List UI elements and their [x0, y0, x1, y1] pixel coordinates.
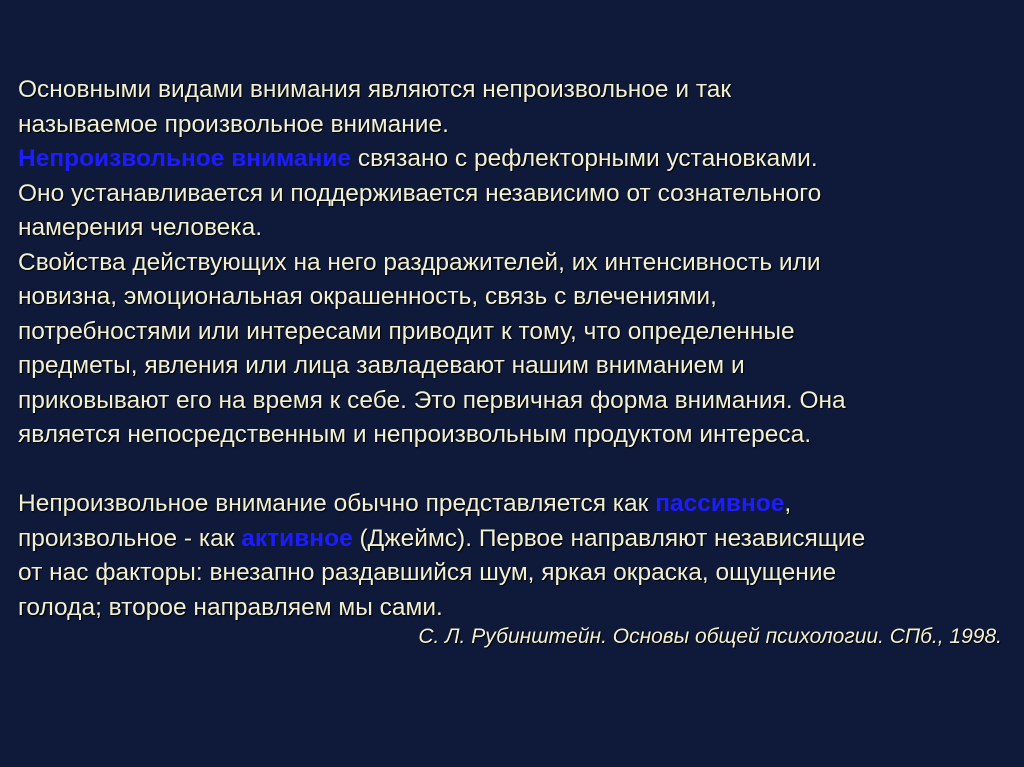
paragraph-spacer [18, 453, 1013, 488]
text-fragment: произвольное - как [18, 524, 242, 552]
text-line: от нас факторы: внезапно раздавшийся шум, яркая окраска, ощущение [18, 559, 837, 586]
text-line [18, 487, 1013, 522]
text-line: намерения человека. [18, 214, 262, 241]
text-fragment: (Джеймс). Первое направляют независящие [352, 524, 866, 552]
text-line: приковывают его на время к себе. Это первичная форма внимания. Она [18, 386, 846, 414]
text-line: Оно устанавливается и поддерживается независимо от сознательного [18, 179, 822, 207]
text-line: является непосредственным и непроизвольным продуктом интереса. [18, 421, 812, 448]
paragraph-passive-active [18, 487, 1013, 625]
text-line: голода; второе направляем мы сами. [18, 593, 443, 621]
paragraph-involuntary-attention [18, 142, 1013, 246]
text-line: называемое произвольное внимание. [18, 110, 449, 138]
highlighted-term: активное [241, 524, 353, 552]
text-line [18, 522, 1013, 557]
highlighted-term: Непроизвольное внимание [18, 145, 352, 172]
paragraph-stimulus-properties [18, 246, 1013, 453]
highlighted-term: пассивное [655, 490, 785, 517]
paragraph-types-of-attention [18, 73, 1013, 142]
text-fragment: , [784, 490, 792, 517]
citation: С. Л. Рубинштейн. Основы общей психологии. СПб., 1998. [418, 625, 1002, 648]
text-line: Свойства действующих на него раздражителей, их интенсивность или [18, 248, 821, 276]
text-fragment: Непроизвольное внимание обычно представляется как [18, 490, 656, 517]
text-fragment: связано с рефлекторными установками. [351, 145, 818, 172]
text-line: предметы, явления или лица завладевают нашим вниманием и [18, 352, 745, 379]
slide-body [18, 73, 1013, 625]
text-line: новизна, эмоциональная окрашенность, связь с влечениями, [18, 283, 717, 310]
text-line: потребностями или интересами приводит к тому, что определенные [18, 317, 795, 345]
text-line: Основными видами внимания являются непроизвольное и так [18, 76, 732, 103]
text-line [18, 142, 1013, 177]
